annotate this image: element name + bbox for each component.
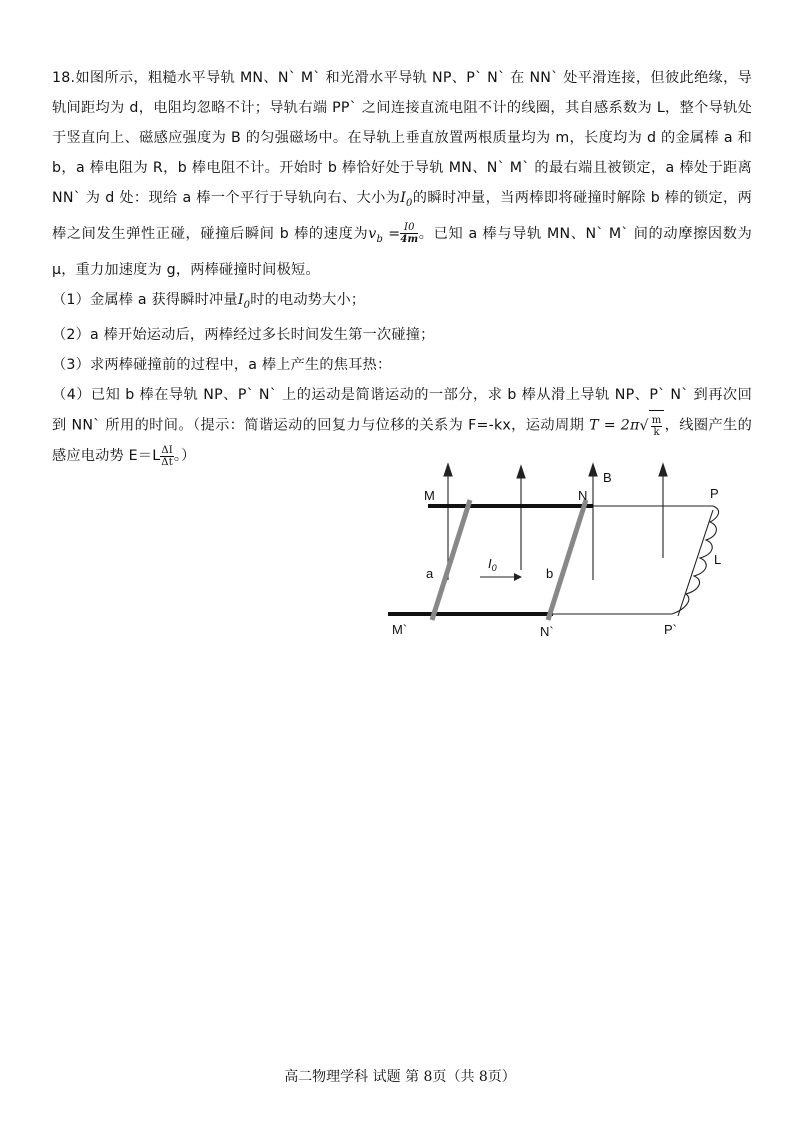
label-a: a — [426, 566, 434, 581]
intro-text-b: 的瞬时冲量，当两棒即将碰撞时解除 b 棒的锁定，两棒之间发生弹性正碰，碰撞后瞬间 b 棒的速度为 — [52, 190, 752, 242]
label-L: L — [714, 552, 722, 567]
emf-fraction: $\frac{\Delta I}{\Delta t}$ — [161, 444, 173, 468]
coil-wire — [678, 510, 713, 616]
field-arrows — [444, 464, 667, 580]
label-N-prime: N` — [540, 624, 554, 639]
impulse-symbol: $I_0$ — [400, 190, 413, 209]
arrow-up-icon — [659, 464, 667, 476]
arrow-up-icon — [444, 464, 452, 476]
page-footer: 高二物理学科 试题 第 8页（共 8页） — [284, 1069, 516, 1085]
period-formula: T = 2π — [589, 417, 640, 434]
label-P-prime: P` — [664, 622, 677, 637]
period-sqrt: √ $\frac{m}{k}$ — [639, 410, 664, 441]
question-number: 18. — [52, 70, 76, 86]
arrow-up-icon — [517, 466, 525, 478]
impulse-symbol-q1: $I_0$ — [237, 291, 251, 311]
arrow-up-icon — [589, 464, 597, 476]
label-I0: $I_0$ — [488, 556, 497, 573]
intro-text-a: 如图所示，粗糙水平导轨 MN、N` M` 和光滑水平导轨 NP、P` N` 在 NN` 处平滑连接，但彼此绝缘，导轨间距均为 d，电阻均忽略不计；导轨右端 PP` 之间连接直流电阻不计的线圈，其自感系数为 L，整个导轨处于竖直向上、磁感应强度为 B 的匀强磁场中。在导轨上垂直放置两根质量均为 m，长度均为 d 的金属棒 a 和 b，a 棒电阻为 R，b 棒电阻不计。开始时 b 棒恰好处于导轨 MN、N` M` 的最右端且被锁定，a 棒处于距离 NN` 为 d 处：现给 a 棒一个平行于导轨向右、大小为 — [52, 70, 752, 206]
metal-bar-b — [548, 500, 586, 620]
sub-question-2: （2）a 棒开始运动后，两棒经过多长时间发生第一次碰撞； — [52, 327, 435, 344]
vb-formula: $v_b$ = — [368, 225, 401, 245]
vb-fraction: $\frac{I0}{4m}$ — [400, 222, 419, 246]
question-18 — [52, 63, 752, 471]
intro-text-c: 。已知 a 棒与导轨 MN、N` M` 间的动摩擦因数为 μ，重力加速度为 g，两棒碰撞时间极短。 — [52, 225, 752, 278]
label-b: b — [546, 566, 554, 581]
label-M: M — [424, 488, 435, 503]
label-B: B — [603, 470, 612, 485]
metal-bar-a — [432, 500, 470, 620]
label-P: P — [710, 486, 719, 501]
label-M-prime: M` — [392, 622, 408, 637]
rail-diagram — [388, 460, 738, 655]
arrow-right-icon — [514, 573, 522, 581]
sub-question-1: （1）金属棒 a 获得瞬时冲量$I_0$时的电动势大小； — [52, 291, 366, 311]
label-N: N — [578, 488, 588, 503]
sub-question-4: （4）已知 b 棒在导轨 NP、P` N` 上的运动是简谐运动的一部分，求 b 棒从滑上导轨 NP、P` N` 到再次回到 NN` 所用的时间。（提示：简谐运动的回复力与位移的关系为 F=-kx，运动周期 T = 2π√ $\frac{m}{k}$ ，线圈产生的感应电动势 E＝L $\frac{\Delta I}{\Delta t}$ 。） — [52, 387, 753, 468]
rail-diagram-svg — [388, 460, 738, 655]
question-intro — [52, 63, 752, 285]
sub-question-3: （3）求两棒碰撞前的过程中，a 棒上产生的焦耳热： — [52, 357, 392, 374]
inductor-coil — [672, 506, 722, 614]
